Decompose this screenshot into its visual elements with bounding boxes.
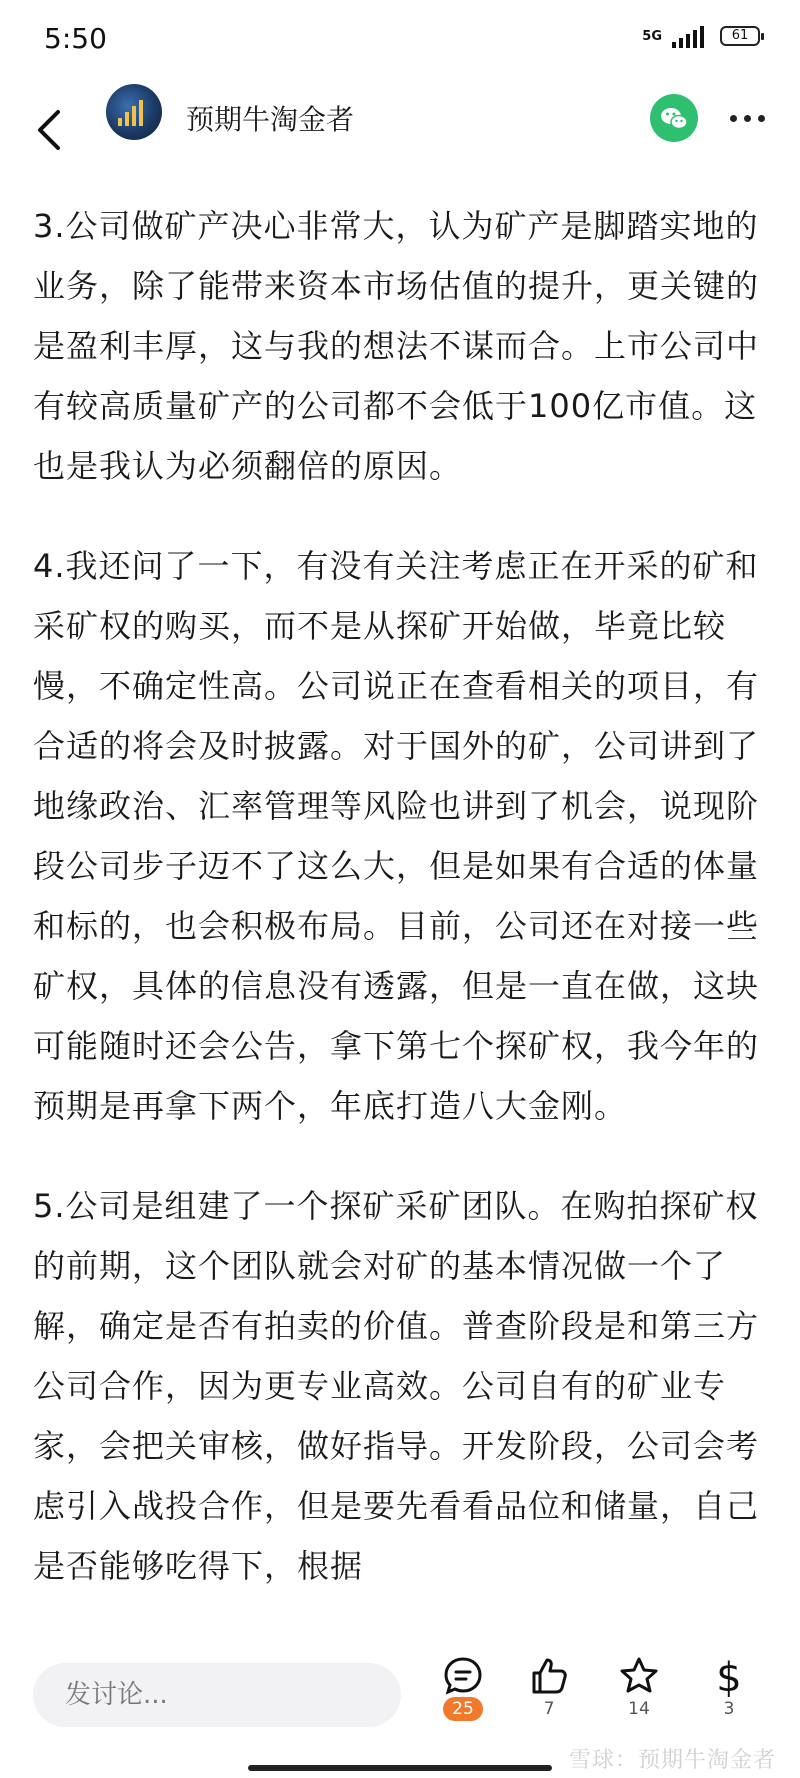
comment-input[interactable]: 发讨论... [33, 1663, 401, 1727]
svg-text:$: $ [716, 1655, 742, 1697]
star-icon [618, 1655, 660, 1697]
battery-icon: 61 [720, 26, 760, 46]
bottom-action-bar [0, 1645, 800, 1778]
author-name[interactable]: 预期牛淘金者 [186, 103, 355, 136]
status-bar [0, 0, 800, 80]
wechat-share-button[interactable] [650, 94, 698, 142]
like-button[interactable] [514, 1655, 584, 1719]
more-icon[interactable] [728, 110, 768, 126]
signal-icon [672, 24, 704, 48]
network-label: 5G [642, 28, 662, 44]
rewards-count: 3 [723, 1699, 735, 1719]
paragraph-3: 3.公司做矿产决心非常大，认为矿产是脚踏实地的业务，除了能带来资本市场估值的提升，更关键的是盈利丰厚，这与我的想法不谋而合。上市公司中有较高质量矿产的公司都不会低于100亿市值。这也是我认为必须翻倍的原因。 [33, 207, 760, 485]
paragraph-5: 5.公司是组建了一个探矿采矿团队。在购拍探矿权的前期，这个团队就会对矿的基本情况做一个了解，确定是否有拍卖的价值。普查阶段是和第三方公司合作，因为更专业高效。公司自有的矿业专家，会把关审核，做好指导。开发阶段，公司会考虑引入战投合作，但是要先看看品位和储量，自己是否能够吃得下，根据 [33, 1187, 760, 1585]
favorite-button[interactable] [604, 1655, 674, 1719]
nav-bar [0, 80, 800, 180]
back-icon[interactable] [30, 100, 70, 160]
article-body [33, 196, 773, 1636]
wechat-icon [650, 94, 698, 142]
favorites-count: 14 [628, 1699, 650, 1719]
chart-bars-icon [118, 100, 143, 126]
comments-count: 25 [443, 1697, 483, 1721]
watermark: 雪球：预期牛淘金者 [568, 1748, 776, 1773]
avatar[interactable] [106, 84, 162, 140]
status-icons [642, 24, 760, 48]
status-time: 5:50 [44, 22, 107, 55]
thumbs-up-icon [528, 1655, 570, 1697]
dollar-icon [708, 1655, 750, 1697]
home-indicator [248, 1765, 552, 1771]
likes-count: 7 [543, 1699, 555, 1719]
reward-button[interactable] [694, 1655, 764, 1719]
paragraph-4: 4.我还问了一下，有没有关注考虑正在开采的矿和采矿权的购买，而不是从探矿开始做，毕竟比较慢，不确定性高。公司说正在查看相关的项目，有合适的将会及时披露。对于国外的矿，公司讲到了地缘政治、汇率管理等风险也讲到了机会，说现阶段公司步子迈不了这么大，但是如果有合适的体量和标的，也会积极布局。目前，公司还在对接一些矿权，具体的信息没有透露，但是一直在做，这块可能随时还会公告，拿下第七个探矿权，我今年的预期是再拿下两个，年底打造八大金刚。 [33, 547, 760, 1125]
comment-button[interactable] [428, 1655, 498, 1721]
comment-icon [442, 1655, 484, 1697]
